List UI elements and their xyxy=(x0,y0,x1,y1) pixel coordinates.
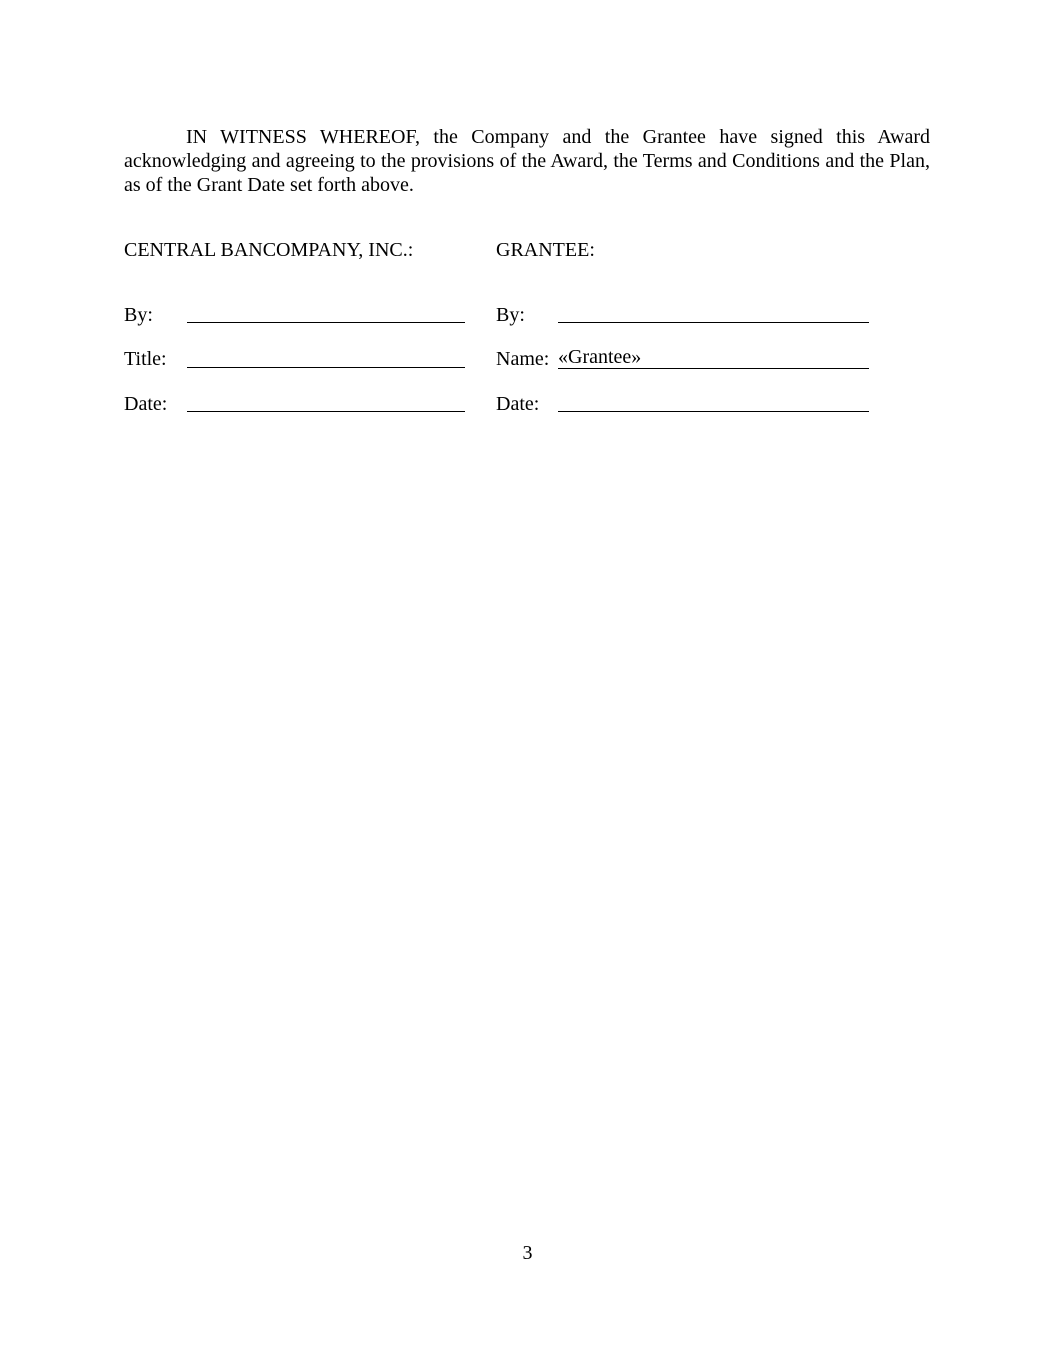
company-title-label: Title: xyxy=(124,348,167,370)
company-title-line xyxy=(187,367,465,368)
company-date-line xyxy=(187,411,465,412)
company-date-label: Date: xyxy=(124,393,168,415)
company-by-signature-line xyxy=(187,322,465,323)
grantee-heading: GRANTEE: xyxy=(496,239,595,261)
company-heading: CENTRAL BANCOMPANY, INC.: xyxy=(124,239,414,261)
grantee-by-label: By: xyxy=(496,304,525,326)
grantee-date-label: Date: xyxy=(496,393,540,415)
company-by-label: By: xyxy=(124,304,153,326)
grantee-name-value: «Grantee» xyxy=(558,346,642,368)
grantee-by-signature-line xyxy=(558,322,869,323)
grantee-date-line xyxy=(558,411,869,412)
witness-paragraph: IN WITNESS WHEREOF, the Company and the Grantee have signed this Award acknowledging and agreeing to the provisions of the Award, the Terms and Conditions and the Plan, as of the Grant Date set forth above. xyxy=(124,126,930,196)
page-number: 3 xyxy=(522,1242,533,1264)
grantee-name-line xyxy=(558,346,869,369)
grantee-name-label: Name: xyxy=(496,348,550,370)
